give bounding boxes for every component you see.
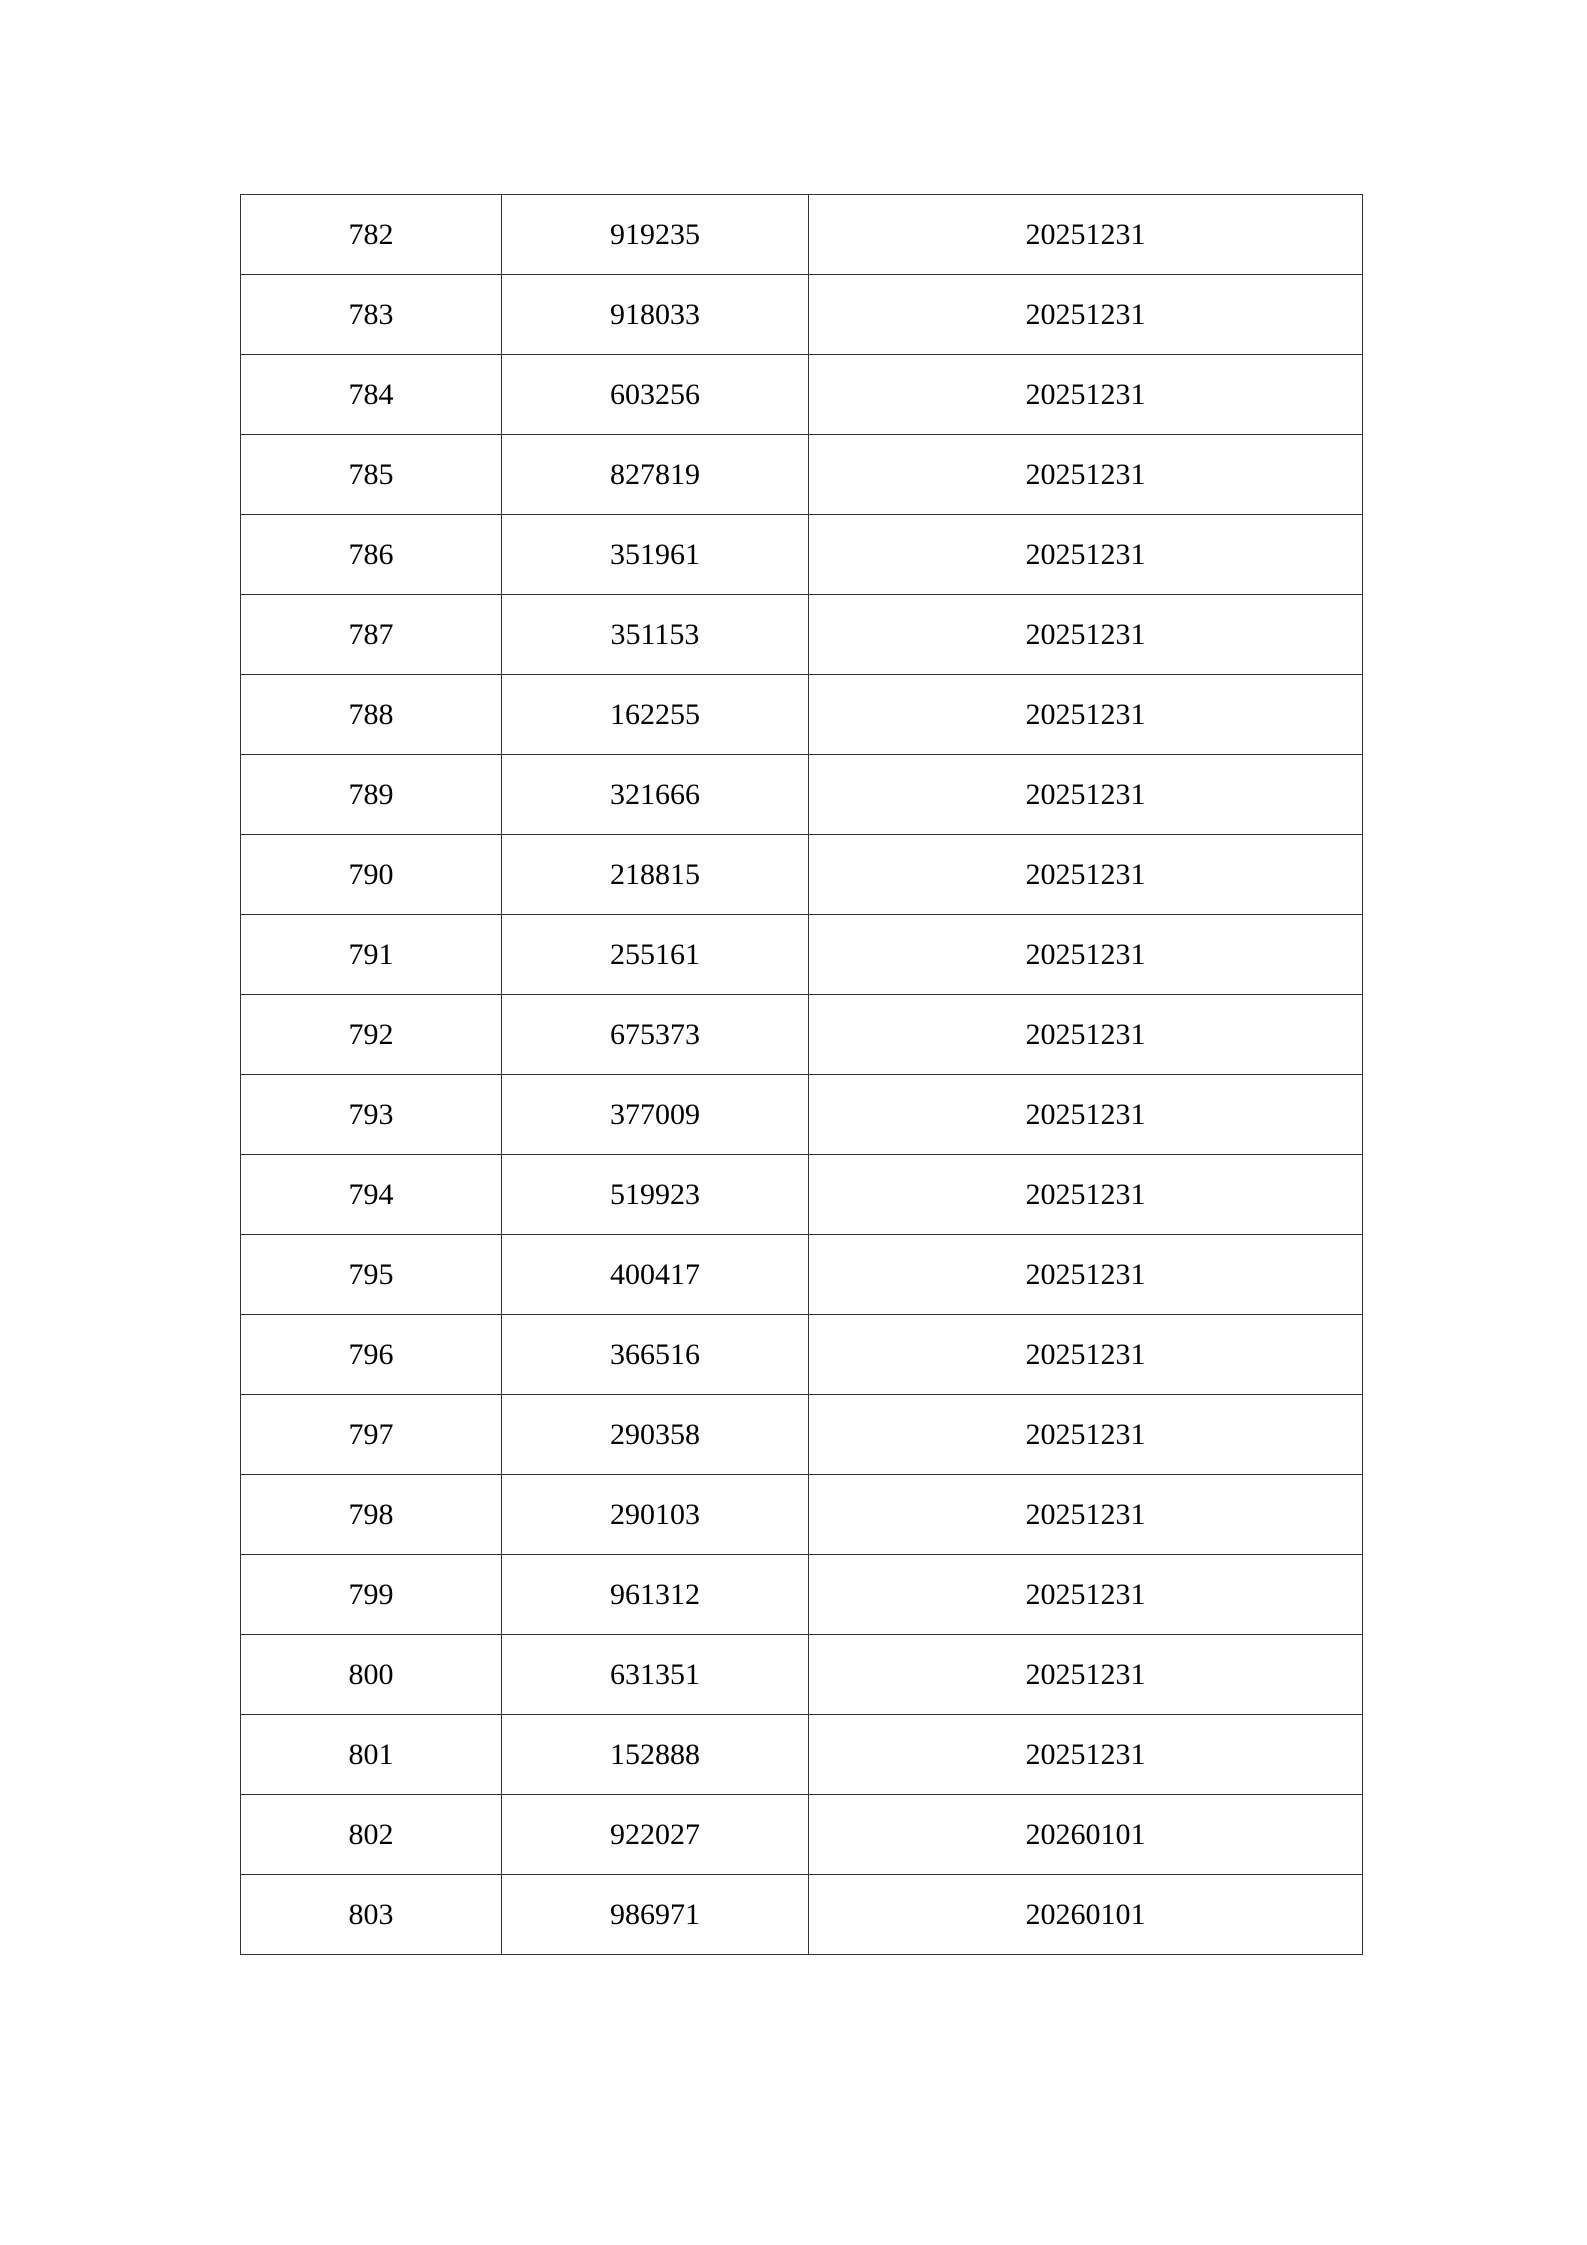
cell-date: 20251231 [809, 595, 1363, 675]
cell-code: 255161 [502, 915, 809, 995]
cell-code: 377009 [502, 1075, 809, 1155]
table-row [241, 195, 1363, 275]
table-row [241, 1395, 1363, 1475]
cell-sequence-number: 792 [241, 995, 502, 1075]
cell-date: 20260101 [809, 1875, 1363, 1955]
cell-date: 20251231 [809, 1635, 1363, 1715]
records-table-body [241, 195, 1363, 1955]
cell-date: 20251231 [809, 915, 1363, 995]
table-row [241, 995, 1363, 1075]
cell-date: 20251231 [809, 195, 1363, 275]
cell-date: 20251231 [809, 355, 1363, 435]
table-row [241, 355, 1363, 435]
cell-sequence-number: 787 [241, 595, 502, 675]
cell-sequence-number: 802 [241, 1795, 502, 1875]
table-row [241, 1315, 1363, 1395]
cell-sequence-number: 801 [241, 1715, 502, 1795]
cell-date: 20251231 [809, 675, 1363, 755]
cell-code: 351961 [502, 515, 809, 595]
cell-sequence-number: 795 [241, 1235, 502, 1315]
cell-sequence-number: 799 [241, 1555, 502, 1635]
cell-code: 162255 [502, 675, 809, 755]
cell-sequence-number: 798 [241, 1475, 502, 1555]
table-row [241, 1635, 1363, 1715]
cell-date: 20251231 [809, 995, 1363, 1075]
cell-sequence-number: 790 [241, 835, 502, 915]
cell-code: 321666 [502, 755, 809, 835]
cell-code: 919235 [502, 195, 809, 275]
cell-code: 400417 [502, 1235, 809, 1315]
table-row [241, 1235, 1363, 1315]
cell-code: 922027 [502, 1795, 809, 1875]
cell-code: 519923 [502, 1155, 809, 1235]
cell-code: 218815 [502, 835, 809, 915]
table-row [241, 1555, 1363, 1635]
cell-date: 20251231 [809, 515, 1363, 595]
cell-sequence-number: 796 [241, 1315, 502, 1395]
cell-sequence-number: 789 [241, 755, 502, 835]
cell-code: 827819 [502, 435, 809, 515]
cell-sequence-number: 800 [241, 1635, 502, 1715]
records-table [240, 194, 1363, 1955]
table-row [241, 755, 1363, 835]
table-row [241, 515, 1363, 595]
cell-sequence-number: 797 [241, 1395, 502, 1475]
cell-sequence-number: 785 [241, 435, 502, 515]
cell-code: 918033 [502, 275, 809, 355]
cell-code: 631351 [502, 1635, 809, 1715]
cell-date: 20251231 [809, 1075, 1363, 1155]
cell-code: 366516 [502, 1315, 809, 1395]
cell-code: 290103 [502, 1475, 809, 1555]
cell-code: 986971 [502, 1875, 809, 1955]
cell-sequence-number: 786 [241, 515, 502, 595]
table-row [241, 1795, 1363, 1875]
cell-sequence-number: 783 [241, 275, 502, 355]
cell-date: 20251231 [809, 755, 1363, 835]
cell-code: 961312 [502, 1555, 809, 1635]
cell-code: 290358 [502, 1395, 809, 1475]
cell-date: 20260101 [809, 1795, 1363, 1875]
table-row [241, 435, 1363, 515]
table-row [241, 1875, 1363, 1955]
cell-date: 20251231 [809, 275, 1363, 355]
cell-sequence-number: 793 [241, 1075, 502, 1155]
cell-date: 20251231 [809, 1315, 1363, 1395]
cell-sequence-number: 788 [241, 675, 502, 755]
cell-date: 20251231 [809, 1395, 1363, 1475]
cell-sequence-number: 782 [241, 195, 502, 275]
cell-code: 351153 [502, 595, 809, 675]
cell-date: 20251231 [809, 1555, 1363, 1635]
table-row [241, 1715, 1363, 1795]
table-row [241, 275, 1363, 355]
cell-code: 152888 [502, 1715, 809, 1795]
cell-sequence-number: 784 [241, 355, 502, 435]
cell-date: 20251231 [809, 835, 1363, 915]
cell-code: 675373 [502, 995, 809, 1075]
table-row [241, 1075, 1363, 1155]
table-row [241, 835, 1363, 915]
table-row [241, 675, 1363, 755]
cell-date: 20251231 [809, 1715, 1363, 1795]
cell-sequence-number: 791 [241, 915, 502, 995]
cell-date: 20251231 [809, 1475, 1363, 1555]
cell-sequence-number: 794 [241, 1155, 502, 1235]
cell-date: 20251231 [809, 1155, 1363, 1235]
cell-date: 20251231 [809, 435, 1363, 515]
table-row [241, 915, 1363, 995]
table-row [241, 1155, 1363, 1235]
cell-date: 20251231 [809, 1235, 1363, 1315]
cell-sequence-number: 803 [241, 1875, 502, 1955]
table-row [241, 595, 1363, 675]
cell-code: 603256 [502, 355, 809, 435]
table-row [241, 1475, 1363, 1555]
